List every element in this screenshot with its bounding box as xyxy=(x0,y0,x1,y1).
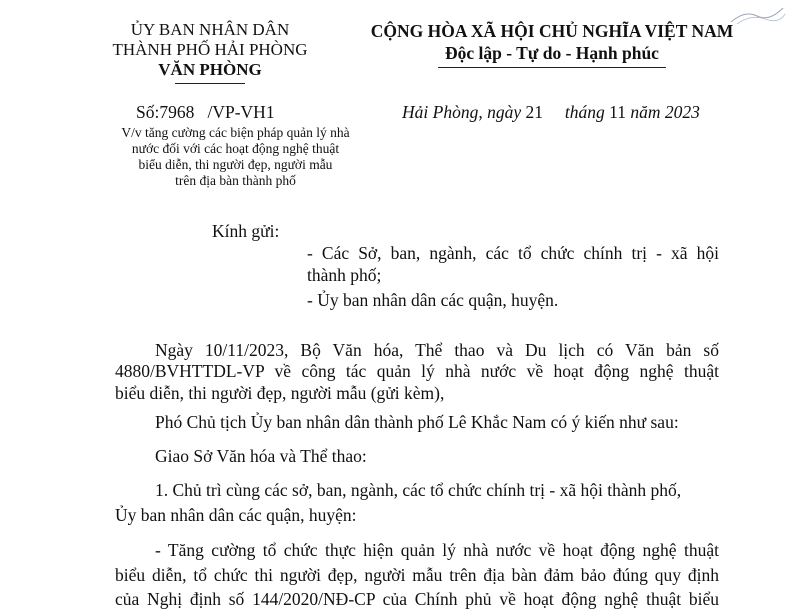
body-p5-line-1: - Tăng cường tổ chức thực hiện quản lý nhà nước về hoạt động nghệ thuật xyxy=(155,540,719,560)
date-month: 11 xyxy=(609,102,626,122)
agency-city: THÀNH PHỐ HẢI PHÒNG xyxy=(112,40,308,59)
body-p2: Phó Chủ tịch Ủy ban nhân dân thành phố Lê Khắc Nam có ý kiến như sau: xyxy=(155,412,679,432)
agency-underline xyxy=(175,83,245,84)
document-date xyxy=(402,101,700,123)
date-place: Hải Phòng, ngày xyxy=(402,102,522,122)
body-p1-line-1: Ngày 10/11/2023, Bộ Văn hóa, Thể thao và Du lịch có Văn bản số xyxy=(155,340,719,360)
body-p4-line-1: 1. Chủ trì cùng các sở, ban, ngành, các tổ chức chính trị - xã hội thành phố, xyxy=(155,480,682,500)
recipient-label: Kính gửi: xyxy=(212,221,280,241)
doc-number-suffix: /VP-VH1 xyxy=(207,102,275,122)
subject-line-2: nước đối với các hoạt động nghệ thuật xyxy=(131,141,340,156)
body-p3: Giao Sở Văn hóa và Thể thao: xyxy=(155,446,367,466)
date-day: 21 xyxy=(525,102,543,122)
body-p5-line-3: của Nghị định số 144/2020/NĐ-CP của Chính phủ về hoạt động nghệ thuật biểu xyxy=(115,589,719,609)
date-year: 2023 xyxy=(664,102,700,122)
date-month-label: tháng xyxy=(564,102,605,122)
body-p4-line-2: Ủy ban nhân dân các quận, huyện: xyxy=(115,505,357,525)
agency-office: VĂN PHÒNG xyxy=(158,60,262,79)
body-p1-line-3: biểu diễn, thi người đẹp, người mẫu (gửi kèm), xyxy=(115,383,445,403)
doc-number-value: 7968 xyxy=(159,102,195,122)
document-number xyxy=(136,101,275,123)
motto-underline xyxy=(438,67,666,68)
date-year-label: năm xyxy=(630,102,661,122)
body-p5-line-2: biểu diễn, tổ chức thi người đẹp, người mẫu trên địa bàn đảm bảo đúng quy định xyxy=(115,565,719,585)
national-motto: Độc lập - Tự do - Hạnh phúc xyxy=(445,43,659,63)
doc-number-prefix: Số: xyxy=(136,102,160,122)
recipient-item-1-line-1: - Các Sở, ban, ngành, các tổ chức chính trị - xã hội xyxy=(307,243,719,263)
recipient-item-1-line-2: thành phố; xyxy=(307,265,382,285)
recipient-item-2: - Ủy ban nhân dân các quận, huyện. xyxy=(307,290,559,310)
subject-line-1: V/v tăng cường các biện pháp quản lý nhà xyxy=(121,125,350,140)
agency-parent: ỦY BAN NHÂN DÂN xyxy=(130,20,290,39)
body-p1-line-2: 4880/BVHTTDL-VP về công tác quản lý nhà nước về hoạt động nghệ thuật xyxy=(115,361,719,381)
national-title: CỘNG HÒA XÃ HỘI CHỦ NGHĨA VIỆT NAM xyxy=(370,21,734,41)
subject-line-4: trên địa bàn thành phố xyxy=(175,173,296,188)
subject-line-3: biểu diễn, thi người đẹp, người mẫu xyxy=(138,157,333,172)
